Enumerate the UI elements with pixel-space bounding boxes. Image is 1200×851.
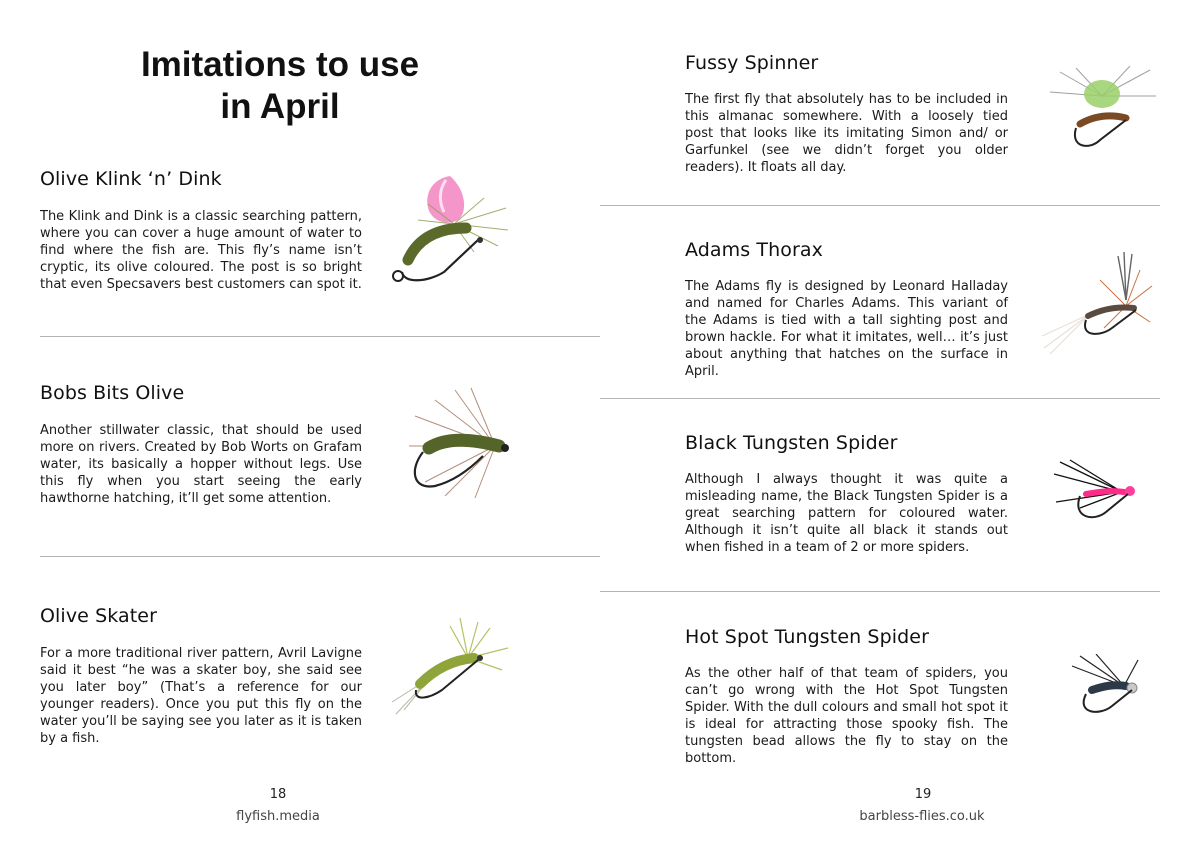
fly-entry-bobs-bits-olive (40, 382, 362, 506)
fly-description: Another stillwater classic, that should be used more on rivers. Created by Bob Worts on Grafam water, its basically a hopper without legs. Use this fly when you start seeing the early hawthorne hatching, it’ll get some attention. (40, 423, 362, 506)
section-divider (600, 591, 1160, 592)
site-url: barbless-flies.co.uk (859, 809, 985, 824)
bobs-bits-olive-fly-image (395, 386, 520, 506)
page-title-line-1: Imitations to use (140, 45, 420, 84)
fly-entry-olive-skater (40, 605, 362, 746)
page-number: 18 (269, 787, 287, 802)
fly-title: Olive Klink ‘n’ Dink (40, 168, 222, 190)
fly-entry-black-tungsten-spider (685, 432, 1008, 555)
fly-entry-olive-klink-n-dink (40, 168, 362, 292)
fly-description: Although I always thought it was quite a misleading name, the Black Tungsten Spider is a great searching pattern for coloured water. Although it isn’t quite all black it stands out when fished in a team of 2 or more spiders. (685, 472, 1008, 555)
section-divider (600, 398, 1160, 399)
section-divider (600, 205, 1160, 206)
fly-title: Hot Spot Tungsten Spider (685, 626, 929, 648)
fly-entry-adams-thorax (685, 239, 1008, 379)
fly-title: Fussy Spinner (685, 52, 819, 74)
page-title (60, 44, 500, 128)
fly-title: Olive Skater (40, 605, 158, 627)
fly-description: As the other half of that team of spiders, you can’t go wrong with the Hot Spot Tungsten Spider. With the dull colours and small hot spot it is ideal for attracting those spooky fish. The tungsten bead allows the fly to stay on the bottom. (685, 666, 1008, 766)
fly-title: Black Tungsten Spider (685, 432, 898, 454)
fly-description: The Adams fly is designed by Leonard Halladay and named for Charles Adams. This variant of the Adams is tied with a tall sighting post and brown hackle. For what it imitates, well… it’s just about anything that hatches on the surface in April. (685, 279, 1008, 379)
fly-description: The Klink and Dink is a classic searching pattern, where you can cover a huge amount of water to find where the fish are. This fly’s name isn’t cryptic, its olive coloured. The post is so bright that even Specsavers best customers can spot it. (40, 209, 362, 292)
site-url: flyfish.media (236, 809, 320, 824)
fly-entry-hot-spot-tungsten-spider (685, 626, 1008, 766)
olive-klink-n-dink-fly-image (388, 168, 518, 288)
fly-entry-fussy-spinner (685, 52, 1008, 175)
page-number: 19 (914, 787, 932, 802)
black-tungsten-spider-fly-image (1050, 458, 1145, 528)
right-page (600, 0, 1200, 851)
section-divider (40, 556, 600, 557)
fussy-spinner-fly-image (1040, 66, 1160, 156)
page-title-line-2: in April (220, 87, 340, 126)
fly-title: Adams Thorax (685, 239, 823, 261)
fly-description: For a more traditional river pattern, Avril Lavigne said it best “he was a skater boy, she said see you later boy” (That’s a reference for our younger readers). Once you put this fly on the water you’ll be saying see you later as it is taken by a fish. (40, 646, 362, 746)
fly-description: The first fly that absolutely has to be included in this almanac somewhere. With a loosely tied post that looks like its imitating Simon and/ or Garfunkel (see we didn’t forget you older readers). It floats all day. (685, 92, 1008, 175)
olive-skater-fly-image (390, 618, 515, 718)
section-divider (40, 336, 600, 337)
fly-title: Bobs Bits Olive (40, 382, 185, 404)
adams-thorax-fly-image (1040, 250, 1155, 355)
hot-spot-tungsten-spider-fly-image (1062, 654, 1147, 719)
